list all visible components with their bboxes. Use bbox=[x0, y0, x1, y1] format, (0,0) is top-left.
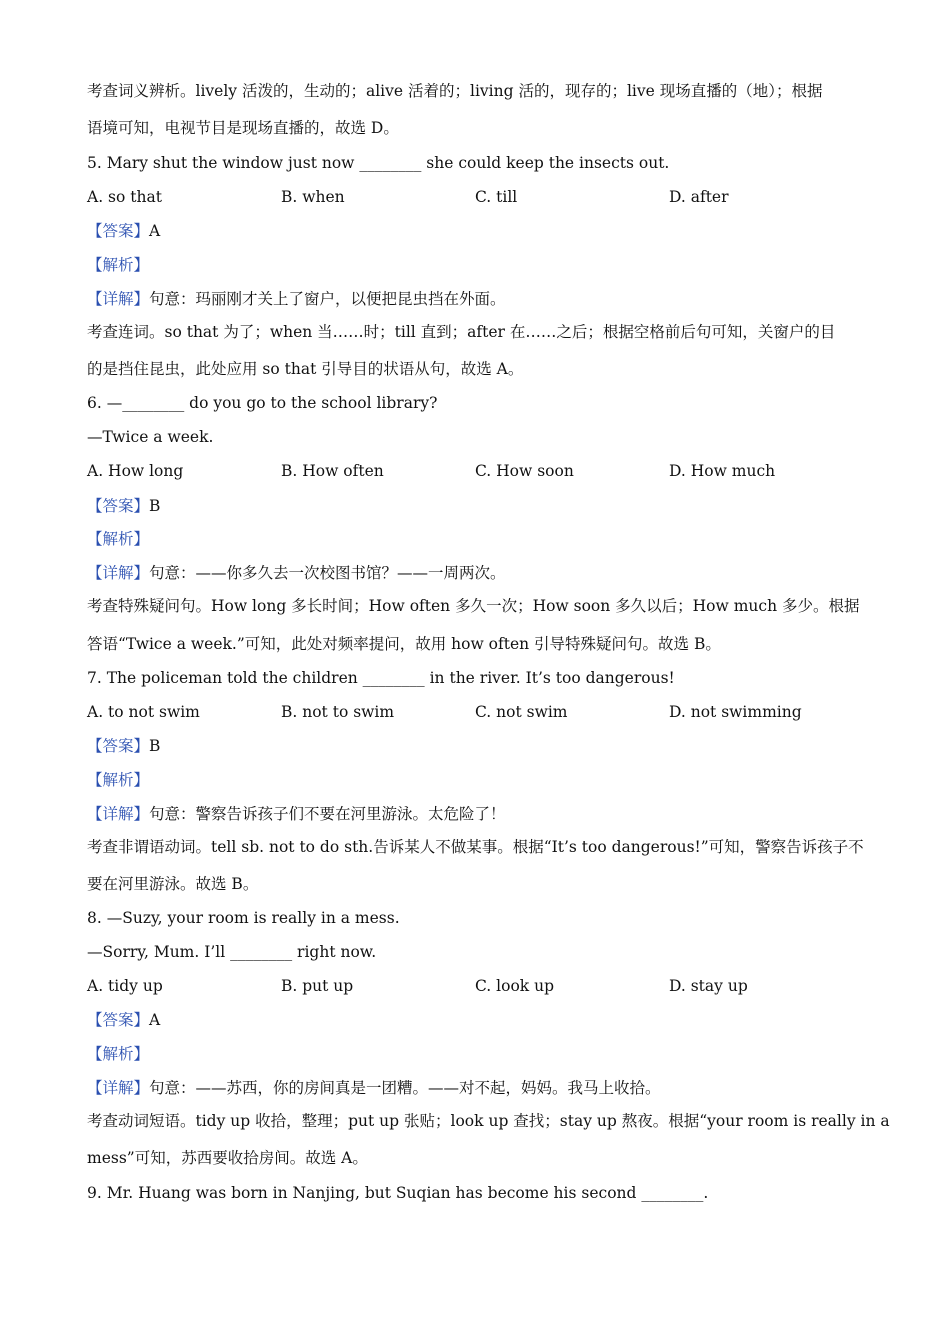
question-8-detail bbox=[87, 1077, 661, 1099]
question-6-explanation-2: 答语“Twice a week.”可知，此处对频率提问，故用 how often 引导特殊疑问句。故选 B。 bbox=[87, 635, 721, 653]
intro-line-2: 语境可知，电视节目是现场直播的，故选 D。 bbox=[87, 119, 399, 137]
option-b: B. How often bbox=[281, 462, 384, 480]
question-7-answer bbox=[87, 735, 160, 757]
option-a: A. tidy up bbox=[87, 977, 163, 995]
option-a: A. to not swim bbox=[87, 703, 200, 721]
intro-line-1: 考查词义辨析。lively 活泼的，生动的；alive 活着的；living 活的，现存的；live 现场直播的（地）；根据 bbox=[87, 82, 823, 100]
question-8-prompt: 8. —Suzy, your room is really in a mess. bbox=[87, 909, 400, 927]
question-8-analysis-label: 【解析】 bbox=[87, 1045, 150, 1063]
question-5-options bbox=[87, 186, 867, 208]
answer-label: 【答案】 bbox=[87, 737, 150, 755]
detail-label: 【详解】 bbox=[87, 564, 150, 582]
option-b: B. put up bbox=[281, 977, 354, 995]
option-a: A. How long bbox=[87, 462, 184, 480]
question-6-detail bbox=[87, 562, 506, 584]
option-c: C. How soon bbox=[475, 462, 574, 480]
question-7-prompt: 7. The policeman told the children ________ in the river. It’s too dangerous! bbox=[87, 669, 675, 687]
question-9-prompt: 9. Mr. Huang was born in Nanjing, but Suqian has become his second ________. bbox=[87, 1184, 709, 1202]
question-7-explanation-2: 要在河里游泳。故选 B。 bbox=[87, 875, 259, 893]
question-5-explanation-1: 考查连词。so that 为了；when 当……时；till 直到；after 在……之后；根据空格前后句可知，关窗户的目 bbox=[87, 323, 836, 341]
detail-label: 【详解】 bbox=[87, 290, 150, 308]
option-c: C. till bbox=[475, 188, 518, 206]
answer-label: 【答案】 bbox=[87, 1011, 150, 1029]
answer-value: A bbox=[149, 1011, 161, 1029]
question-8-explanation-1: 考查动词短语。tidy up 收拾，整理；put up 张贴；look up 查找；stay up 熬夜。根据“your room is really in a bbox=[87, 1112, 890, 1130]
option-d: D. after bbox=[669, 188, 729, 206]
question-8-explanation-2: mess”可知，苏西要收拾房间。故选 A。 bbox=[87, 1149, 368, 1167]
option-a: A. so that bbox=[87, 188, 162, 206]
question-5-explanation-2: 的是挡住昆虫，此处应用 so that 引导目的状语从句，故选 A。 bbox=[87, 360, 524, 378]
option-c: C. look up bbox=[475, 977, 555, 995]
answer-label: 【答案】 bbox=[87, 497, 150, 515]
detail-text: 句意：警察告诉孩子们不要在河里游泳。太危险了！ bbox=[149, 805, 506, 823]
detail-label: 【详解】 bbox=[87, 1079, 150, 1097]
question-6-prompt: 6. —________ do you go to the school library? bbox=[87, 394, 438, 412]
detail-text: 句意：玛丽刚才关上了窗户，以便把昆虫挡在外面。 bbox=[149, 290, 506, 308]
question-6-analysis-label: 【解析】 bbox=[87, 530, 150, 548]
option-c: C. not swim bbox=[475, 703, 568, 721]
question-8-options bbox=[87, 975, 867, 997]
question-8-answer bbox=[87, 1009, 160, 1031]
question-5-analysis-label: 【解析】 bbox=[87, 256, 150, 274]
option-b: B. not to swim bbox=[281, 703, 395, 721]
detail-text: 句意：——苏西，你的房间真是一团糟。——对不起，妈妈。我马上收拾。 bbox=[149, 1079, 661, 1097]
detail-text: 句意：——你多久去一次校图书馆？——一周两次。 bbox=[149, 564, 506, 582]
question-5-prompt: 5. Mary shut the window just now ________ she could keep the insects out. bbox=[87, 154, 670, 172]
question-7-analysis-label: 【解析】 bbox=[87, 771, 150, 789]
question-6-options bbox=[87, 460, 867, 482]
question-6-answer bbox=[87, 495, 160, 517]
option-b: B. when bbox=[281, 188, 345, 206]
answer-value: B bbox=[149, 497, 161, 515]
detail-label: 【详解】 bbox=[87, 805, 150, 823]
answer-value: A bbox=[149, 222, 161, 240]
question-5-detail bbox=[87, 288, 506, 310]
option-d: D. stay up bbox=[669, 977, 748, 995]
question-7-options bbox=[87, 701, 867, 723]
question-6-explanation-1: 考查特殊疑问句。How long 多长时间；How often 多久一次；How soon 多久以后；How much 多少。根据 bbox=[87, 597, 860, 615]
question-5-answer bbox=[87, 220, 160, 242]
option-d: D. How much bbox=[669, 462, 776, 480]
question-6-reply: —Twice a week. bbox=[87, 428, 214, 446]
question-7-detail bbox=[87, 803, 506, 825]
option-d: D. not swimming bbox=[669, 703, 802, 721]
question-8-reply: —Sorry, Mum. I’ll ________ right now. bbox=[87, 943, 377, 961]
answer-value: B bbox=[149, 737, 161, 755]
answer-label: 【答案】 bbox=[87, 222, 150, 240]
question-7-explanation-1: 考查非谓语动词。tell sb. not to do sth.告诉某人不做某事。根据“It’s too dangerous!”可知，警察告诉孩子不 bbox=[87, 838, 864, 856]
